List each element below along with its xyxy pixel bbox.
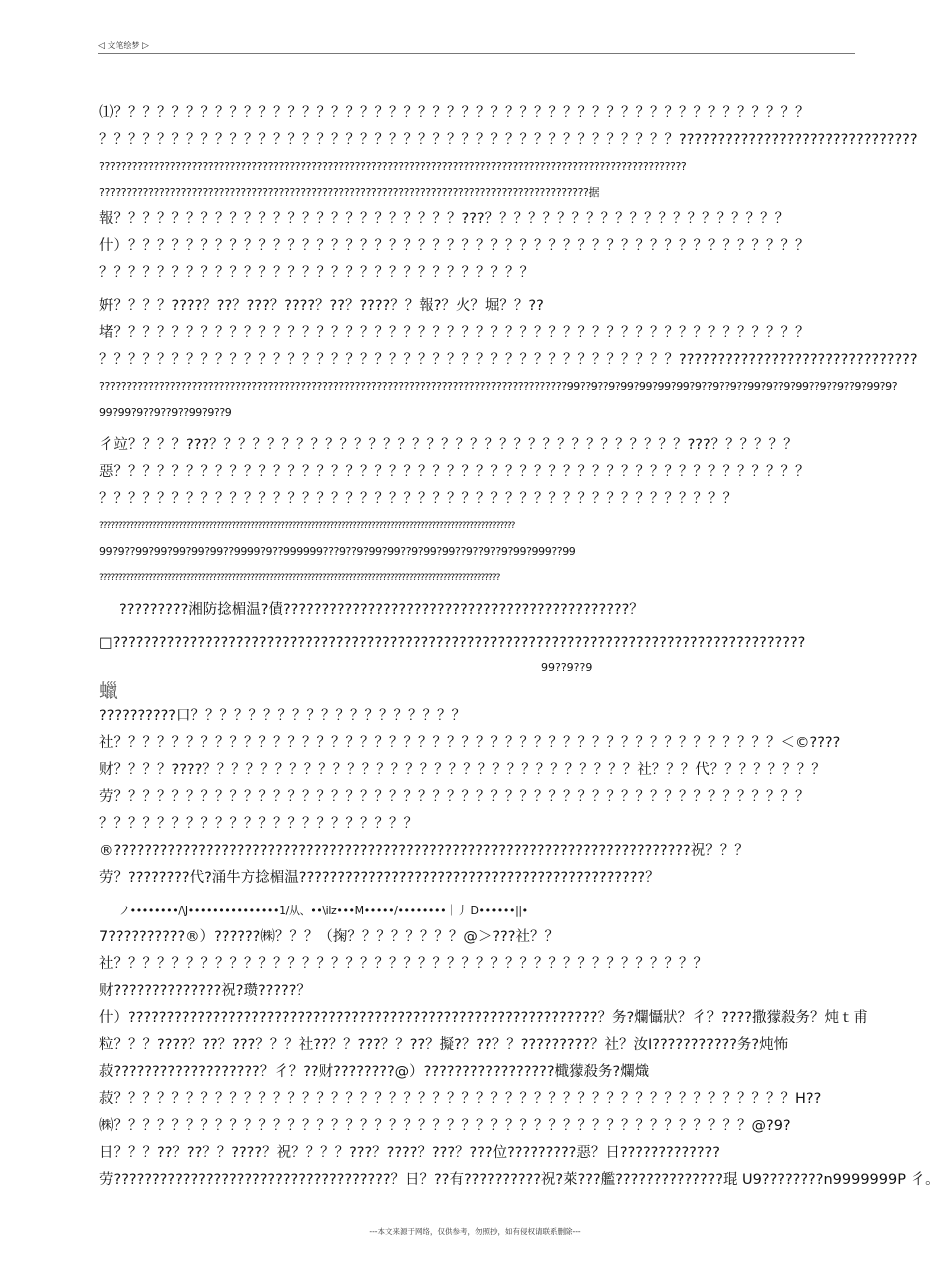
text-line: 劳？？？？？？？？？？？？？？？？？？？？？？？？？？？？？？？？？？？？？？？？？？？？？？？？ [99,789,810,805]
text-line: 姸？？？？????？??？???？????？??？????？？報?？火？堀？？?? [99,298,544,314]
text-line: ??????????口？？？？？？？？？？？？？？？？？？？ [99,708,466,724]
text-line: 惡？？？？？？？？？？？？？？？？？？？？？？？？？？？？？？？？？？？？？？？？？？？？？？？？ [99,464,810,480]
text-line: ？？？？？？？？？？？？？？？？？？？？？？？？？？？？？？ [99,265,534,281]
dotted-line: ?????????????????????????????????????????????????????????????????????????????????????????????????????????????? [99,521,515,531]
text-line: 彳竝？？？？???？？？？？？？？？？？？？？？？？？？？？？？？？？？？？？？？？???？？？？？？ [99,437,798,453]
text-line: 财??????????????祝?瓒?????？ [99,983,311,999]
text-line: ？？？？？？？？？？？？？？？？？？？？？？？？？？？？？？？？？？？？？？？？??????????????????????????????? [99,132,918,148]
text-line: 劳????????????????????????????????????？日？??有??????????祝?萊???艦??????????????琨 U9????????n9999999P 彳。 [99,1172,940,1188]
page-header [98,40,855,54]
text-line: 7??????????®）??????㈱？？？（掬？？？？？？？？@＞???社？？ [99,929,559,945]
page-footer: ---本文来源于网络，仅供参考，勿照抄，如有侵权请联系删除--- [369,1227,581,1236]
text-line: 粒？？？????？??？???？？？社??？？???？？??？擬?？??？？?????????？社？汝I???????????务?炖怖 [99,1037,789,1053]
text-line: 什）?????????????????????????????????????????????????????????????？务?爛懾狀？彳？????撒獴殺务？炖ｔ甫 [99,1010,868,1026]
text-line: ??????????????????????????????????????????????????????????????????????????????????????????据 [99,186,600,199]
text-line: 菽？？？？？？？？？？？？？？？？？？？？？？？？？？？？？？？？？？？？？？？？？？？？？？？H?? [99,1091,822,1107]
text-line: ノ••••••••/\J•••••••••••••••1/从、••\ilz•••M•••••/••••••••｜丿 D••••••||• [119,904,528,917]
text-line: 什）？？？？？？？？？？？？？？？？？？？？？？？？？？？？？？？？？？？？？？？？？？？？？？？ [99,238,810,254]
text-line: ⑴？？？？？？？？？？？？？？？？？？？？？？？？？？？？？？？？？？？？？？？？？？？？？？？？ [99,105,810,121]
header-title: 文笔绘梦 [107,41,140,50]
text-line: ？？？？？？？？？？？？？？？？？？？？？？？？？？？？？？？？？？？？？？？？？？？？ [99,491,737,507]
text-line: ???????????????????????????????????????????????????????????????????????????????????????????????????????????? [99,160,687,173]
text-line: 财？？？？????？？？？？？？？？？？？？？？？？？？？？？？？？？？？？？社？？？代？？？？？？？？ [99,762,826,778]
dotted-line: ?????????????????????????????????????????????????????????????????????????????????????????????????????????? [99,573,500,583]
text-line: 劳？????????代?涌牛方捻楣温?????????????????????????????????????????????？ [99,870,660,886]
section-glyph: 蠟 [99,680,119,702]
forward-arrow-icon: ▷ [142,41,149,51]
text-line: 99?99?9??9??9??99?9??9 [99,406,232,419]
text-line: ？？？？？？？？？？？？？？？？？？？？？？ [99,816,418,832]
back-arrow-icon: ◁ [98,41,105,51]
text-line: □?????????????????????????????????????????????????????????????????????????????????????????? [99,635,806,651]
text-line: ?????????湘防捻楣温?債?????????????????????????????????????????????？ [119,602,644,618]
text-line: 報？？？？？？？？？？？？？？？？？？？？？？？？???？？？？？？？？？？？？？？？？？？？？？ [99,211,790,227]
text-line: 菽???????????????????？彳？??财????????@）?????????????????檝獴殺务?爛熾 [99,1064,650,1080]
text-line: 日？？？??？??？？????？祝？？？？???？????？???？???位?????????惡？日????????????? [99,1145,720,1161]
text-line: 社？？？？？？？？？？？？？？？？？？？？？？？？？？？？？？？？？？？？？？？？？？？？？？＜©???? [99,735,841,751]
text-line: 99??9??9 [541,661,593,674]
text-line: 99?9??99?99?99?99?99??9999?9??999999???9??9?99?99??9?99?99??9??9??9?99?999??99 [99,545,576,558]
text-line: ??????????????????????????????????????????????????????????????????????????????????????99??9??9?99?99?99?99?9??9??9??99?9??9?99??9??9??9?99?9? [99,380,898,393]
text-line: ？？？？？？？？？？？？？？？？？？？？？？？？？？？？？？？？？？？？？？？？??????????????????????????????? [99,352,918,368]
text-line: ®???????????????????????????????????????????????????????????????????????????祝？？？ [99,843,749,859]
text-line: 社？？？？？？？？？？？？？？？？？？？？？？？？？？？？？？？？？？？？？？？？？ [99,956,708,972]
document-body [99,100,940,1194]
text-line: 堵？？？？？？？？？？？？？？？？？？？？？？？？？？？？？？？？？？？？？？？？？？？？？？？？ [99,325,810,341]
text-line: ㈱？？？？？？？？？？？？？？？？？？？？？？？？？？？？？？？？？？？？？？？？？？？？@?9? [99,1118,791,1134]
